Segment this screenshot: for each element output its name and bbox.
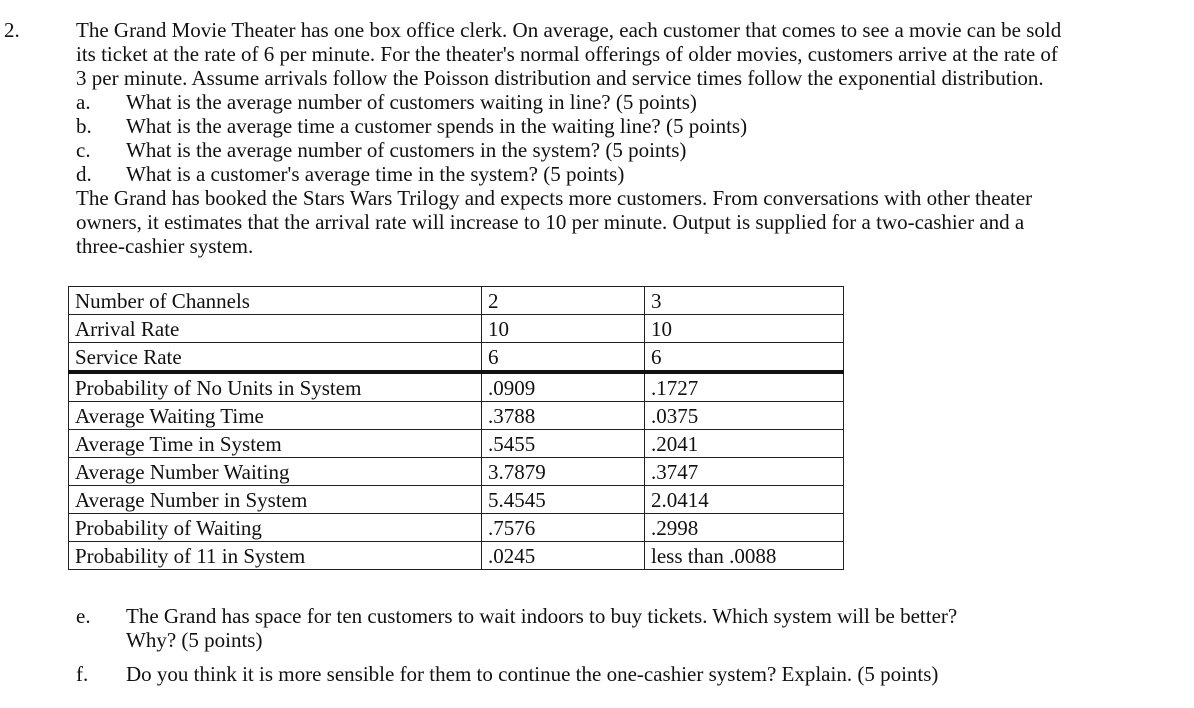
scenario-line: owners, it estimates that the arrival rate will increase to 10 per minute. Output is supplied for a two-cashier and a bbox=[76, 210, 1025, 234]
intro-line: its ticket at the rate of 6 per minute. For the theater's normal offerings of older movies, customers arrive at the rate of bbox=[76, 42, 1058, 66]
table-cell-label: Probability of 11 in System bbox=[69, 542, 482, 570]
table-row bbox=[69, 402, 844, 430]
sub-question-d bbox=[76, 162, 1176, 186]
question-number: 2. bbox=[4, 18, 20, 42]
sub-question-text: What is a customer's average time in the system? (5 points) bbox=[126, 162, 625, 186]
table-cell-three-channel: .2998 bbox=[645, 514, 844, 542]
sub-question-line: The Grand has space for ten customers to wait indoors to buy tickets. Which system will be better? bbox=[126, 604, 958, 628]
table-cell-three-channel: 6 bbox=[645, 343, 844, 373]
scenario-line: three-cashier system. bbox=[76, 234, 254, 258]
scenario-line: The Grand has booked the Stars Wars Trilogy and expects more customers. From conversations with other theater bbox=[76, 186, 1033, 210]
scenario-paragraph bbox=[76, 186, 1176, 258]
table-cell-two-channel: 3.7879 bbox=[482, 458, 645, 486]
table-row bbox=[69, 343, 844, 373]
table-row bbox=[69, 287, 844, 315]
table-cell-label: Probability of Waiting bbox=[69, 514, 482, 542]
table-cell-label: Average Number in System bbox=[69, 486, 482, 514]
table-cell-three-channel: 3 bbox=[645, 287, 844, 315]
table-cell-label: Average Number Waiting bbox=[69, 458, 482, 486]
table-row bbox=[69, 514, 844, 542]
sub-question-text: What is the average time a customer spends in the waiting line? (5 points) bbox=[126, 114, 748, 138]
table-row bbox=[69, 430, 844, 458]
sub-question-e bbox=[76, 604, 1176, 652]
table-cell-three-channel: 10 bbox=[645, 315, 844, 343]
table-row bbox=[69, 542, 844, 570]
sub-question-line: Why? (5 points) bbox=[126, 628, 263, 652]
table-row bbox=[69, 486, 844, 514]
table-cell-three-channel: 2.0414 bbox=[645, 486, 844, 514]
table-cell-three-channel: .3747 bbox=[645, 458, 844, 486]
table-cell-label: Number of Channels bbox=[69, 287, 482, 315]
table-cell-two-channel: 6 bbox=[482, 343, 645, 373]
intro-line: The Grand Movie Theater has one box office clerk. On average, each customer that comes to see a movie can be sold bbox=[76, 18, 1062, 42]
sub-question-a bbox=[76, 90, 1176, 114]
table-cell-two-channel: .5455 bbox=[482, 430, 645, 458]
follow-up-questions bbox=[76, 604, 1176, 686]
table-cell-two-channel: 5.4545 bbox=[482, 486, 645, 514]
sub-question-text bbox=[126, 662, 1086, 686]
intro-line: 3 per minute. Assume arrivals follow the Poisson distribution and service times follow the exponential distribution. bbox=[76, 66, 1044, 90]
table-cell-label: Arrival Rate bbox=[69, 315, 482, 343]
table-row bbox=[69, 315, 844, 343]
table-cell-two-channel: .3788 bbox=[482, 402, 645, 430]
table-cell-label: Average Time in System bbox=[69, 430, 482, 458]
sub-question-label: e. bbox=[76, 604, 91, 628]
sub-question-text: What is the average number of customers waiting in line? (5 points) bbox=[126, 90, 697, 114]
table-cell-label: Probability of No Units in System bbox=[69, 372, 482, 402]
table-row bbox=[69, 372, 844, 402]
sub-question-c bbox=[76, 138, 1176, 162]
sub-question-b bbox=[76, 114, 1176, 138]
sub-question-label: f. bbox=[76, 662, 89, 686]
table-cell-three-channel: .1727 bbox=[645, 372, 844, 402]
sub-question-text: What is the average number of customers in the system? (5 points) bbox=[126, 138, 687, 162]
table-cell-label: Average Waiting Time bbox=[69, 402, 482, 430]
table-cell-two-channel: 10 bbox=[482, 315, 645, 343]
sub-question-label: b. bbox=[76, 114, 92, 138]
problem-intro bbox=[76, 18, 1176, 90]
table-cell-three-channel: .2041 bbox=[645, 430, 844, 458]
sub-question-label: a. bbox=[76, 90, 91, 114]
table-cell-two-channel: 2 bbox=[482, 287, 645, 315]
table-cell-three-channel: .0375 bbox=[645, 402, 844, 430]
sub-question-f bbox=[76, 662, 1176, 686]
queue-output-table bbox=[68, 286, 844, 570]
sub-question-line: Do you think it is more sensible for them to continue the one-cashier system? Explain. (5 points) bbox=[126, 662, 939, 686]
sub-question-label: d. bbox=[76, 162, 92, 186]
table-cell-two-channel: .0909 bbox=[482, 372, 645, 402]
table-cell-two-channel: .7576 bbox=[482, 514, 645, 542]
table-cell-two-channel: .0245 bbox=[482, 542, 645, 570]
sub-question-label: c. bbox=[76, 138, 91, 162]
table-cell-three-channel: less than .0088 bbox=[645, 542, 844, 570]
table-cell-label: Service Rate bbox=[69, 343, 482, 373]
table-row bbox=[69, 458, 844, 486]
sub-question-text bbox=[126, 604, 1086, 652]
sub-questions bbox=[76, 90, 1176, 186]
